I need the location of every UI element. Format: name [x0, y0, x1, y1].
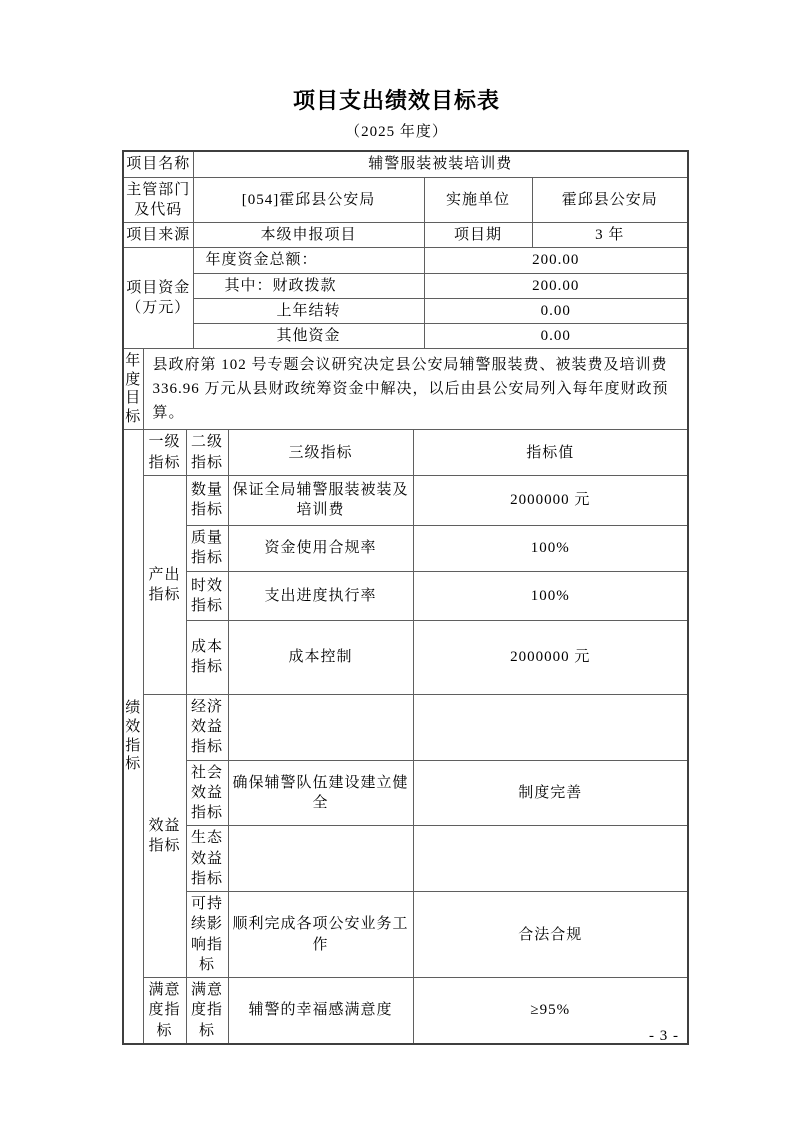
indicator-value: 100%: [413, 525, 688, 571]
group-l1-satisfaction: 满意度指标: [143, 978, 186, 1044]
indicator-l2: 可持续影响指标: [186, 892, 228, 978]
group-l1-output: 产出指标: [143, 475, 186, 694]
table-row: [123, 430, 688, 476]
table-row: [123, 223, 688, 248]
indicator-l3: 支出进度执行率: [228, 571, 413, 620]
indicator-l2: 成本指标: [186, 620, 228, 694]
table-row: [123, 151, 688, 177]
header-l3: 三级指标: [228, 430, 413, 476]
fund-item-label: 上年结转: [193, 298, 424, 323]
indicator-value: ≥95%: [413, 978, 688, 1044]
project-name-value: 辅警服装被装培训费: [193, 151, 688, 177]
annual-goal-text: 县政府第 102 号专题会议研究决定县公安局辅警服装费、被装费及培训费 336.96 万元从县财政统筹资金中解决，以后由县公安局列入每年度财政预算。: [143, 349, 688, 430]
indicator-value: 100%: [413, 571, 688, 620]
period-label: 项目期: [424, 223, 532, 248]
performance-target-table: [122, 150, 689, 1045]
source-value: 本级申报项目: [193, 223, 424, 248]
table-row: [123, 826, 688, 892]
fund-item-value: 200.00: [424, 248, 688, 273]
header-value: 指标值: [413, 430, 688, 476]
table-row: [123, 620, 688, 694]
indicator-l2: 经济效益指标: [186, 694, 228, 760]
table-row: [123, 177, 688, 223]
indicator-l3: 成本控制: [228, 620, 413, 694]
fund-item-label: 其中：财政拨款: [193, 273, 424, 298]
indicator-l3: 辅警的幸福感满意度: [228, 978, 413, 1044]
dept-label: 主管部门及代码: [123, 177, 193, 223]
indicator-l2: 满意度指标: [186, 978, 228, 1044]
table-row: [123, 248, 688, 273]
indicator-value: [413, 694, 688, 760]
indicator-value: 2000000 元: [413, 475, 688, 525]
project-name-label: 项目名称: [123, 151, 193, 177]
funds-label: 项目资金（万元）: [123, 248, 193, 349]
table-row: [123, 978, 688, 1044]
dept-value: [054]霍邱县公安局: [193, 177, 424, 223]
indicators-label: 绩效指标: [123, 430, 143, 1044]
fund-item-value: 0.00: [424, 298, 688, 323]
table-row: [123, 694, 688, 760]
page-title: 项目支出绩效目标表: [292, 88, 500, 113]
group-l1-benefit: 效益指标: [143, 694, 186, 977]
table-row: [123, 475, 688, 525]
indicator-l2: 质量指标: [186, 525, 228, 571]
indicator-l2: 时效指标: [186, 571, 228, 620]
table-row: [123, 324, 688, 349]
indicator-value: 合法合规: [413, 892, 688, 978]
indicator-l3: 确保辅警队伍建设建立健全: [228, 760, 413, 826]
annual-goal-label: 年度目标: [123, 349, 143, 430]
indicator-l3: 资金使用合规率: [228, 525, 413, 571]
indicator-l3: 保证全局辅警服装被装及培训费: [228, 475, 413, 525]
indicator-value: 2000000 元: [413, 620, 688, 694]
page-number: - 3 -: [649, 1028, 679, 1044]
table-row: [123, 525, 688, 571]
fund-item-label: 其他资金: [193, 324, 424, 349]
indicator-value: 制度完善: [413, 760, 688, 826]
header-l2: 二级指标: [186, 430, 228, 476]
indicator-l3: [228, 826, 413, 892]
fund-item-label: 年度资金总额：: [193, 248, 424, 273]
indicator-l3: 顺利完成各项公安业务工作: [228, 892, 413, 978]
impl-unit-label: 实施单位: [424, 177, 532, 223]
table-row: [123, 571, 688, 620]
indicator-l3: [228, 694, 413, 760]
table-row: [123, 892, 688, 978]
indicator-l2: 生态效益指标: [186, 826, 228, 892]
table-row: [123, 349, 688, 430]
source-label: 项目来源: [123, 223, 193, 248]
table-row: [123, 298, 688, 323]
header-l1: 一级指标: [143, 430, 186, 476]
indicator-l2: 社会效益指标: [186, 760, 228, 826]
fund-item-value: 200.00: [424, 273, 688, 298]
fund-item-value: 0.00: [424, 324, 688, 349]
table-row: [123, 760, 688, 826]
indicator-l2: 数量指标: [186, 475, 228, 525]
impl-unit-value: 霍邱县公安局: [532, 177, 688, 223]
period-value: 3 年: [532, 223, 688, 248]
table-row: [123, 273, 688, 298]
indicator-value: [413, 826, 688, 892]
page-subtitle: （2025 年度）: [345, 124, 448, 141]
